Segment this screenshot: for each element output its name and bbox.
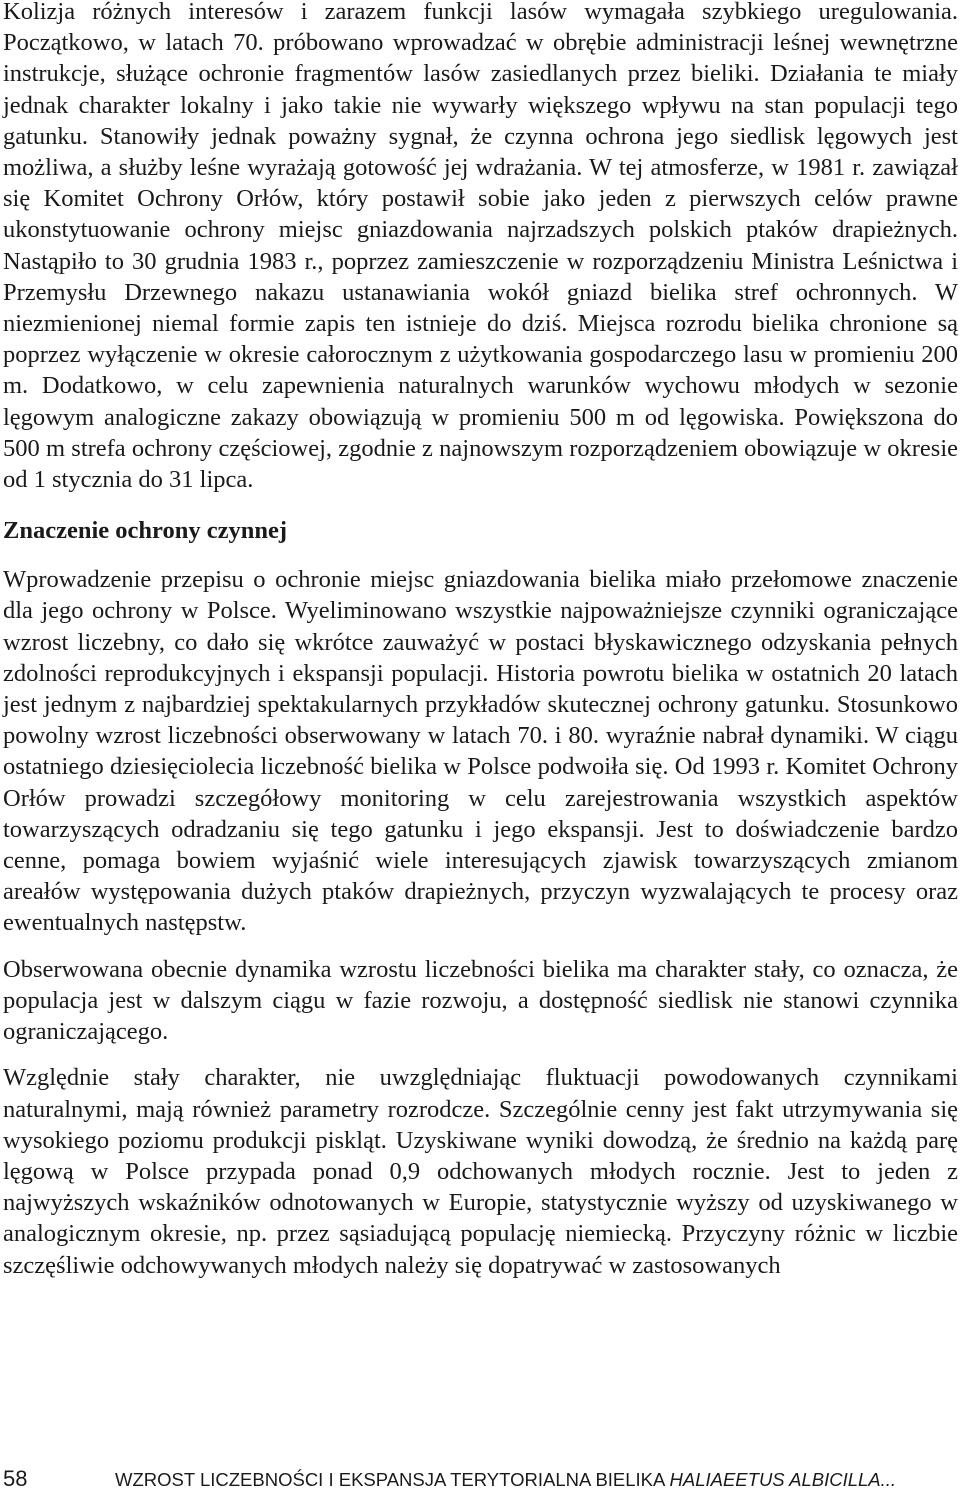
paragraph-dynamics: Obserwowana obecnie dynamika wzrostu liczebności bielika ma charakter stały, co oznacza, że populacja jest w dalszym ciągu w fazie rozwoju, a dostępność siedlisk nie stanowi czynnika ograniczającego. — [3, 955, 958, 1046]
page-number: 58 — [3, 1466, 28, 1491]
section-heading: Znaczenie ochrony czynnej — [3, 517, 287, 545]
paragraph-breeding-parameters: Względnie stały charakter, nie uwzględniając fluktuacji powodowanych czynnikami naturalnymi, mają również parametry rozrodcze. Szczególnie cenny jest fakt utrzymywania się wysokiego poziomu produkcji piskląt. Uzyskiwane wyniki dowodzą, że średnio na każdą parę lęgową w Polsce przypada ponad 0,9 odchowanych młodych rocznie. Jest to jeden z najwyższych wskaźników odnotowanych w Europie, statystycznie wyższy od uzyskiwanego w analogicznym okresie, np. przez sąsiadującą populację niemiecką. Przyczyny różnic w liczbie szczęśliwie odchowywanych młodych należy się dopatrywać w zastosowanych — [3, 1064, 958, 1279]
running-title-text: WZROST LICZEBNOŚCI I EKSPANSJA TERYTORIALNA BIELIKA — [115, 1469, 670, 1490]
page-footer — [3, 1466, 958, 1496]
paragraph-legal-protection: Kolizja różnych interesów i zarazem funkcji lasów wymagała szybkiego uregulowania. Początkowo, w latach 70. próbowano wprowadzać w obrębie administracji leśnej wewnętrzne instrukcje, służące ochronie fragmentów lasów zasiedlanych przez bieliki. Działania te miały jednak charakter lokalny i jako takie nie wywarły większego wpływu na stan populacji tego gatunku. Stanowiły jednak poważny sygnał, że czynna ochrona jego siedlisk lęgowych jest możliwa, a służby leśne wyrażają gotowość jej wdrażania. W tej atmosferze, w 1981 r. zawiązał się Komitet Ochrony Orłów, który postawił sobie jako jeden z pierwszych celów prawne ukonstytuowanie ochrony miejsc gniazdowania najrzadszych polskich ptaków drapieżnych. Nastąpiło to 30 grudnia 1983 r., poprzez zamieszczenie w rozporządzeniu Ministra Leśnictwa i Przemysłu Drzewnego nakazu ustanawiania wokół gniazd bielika stref ochronnych. W niezmienionej niemal formie zapis ten istnieje do dziś. Miejsca rozrodu bielika chronione są poprzez wyłączenie w okresie całorocznym z użytkowania gospodarczego lasu w promieniu 200 m. Dodatkowo, w celu zapewnienia naturalnych warunków wychowu młodych w sezonie lęgowym analogiczne zakazy obowiązują w promieniu 500 m od lęgowiska. Powiększona do 500 m strefa ochrony częściowej, zgodnie z najnowszym rozporządzeniem obowiązuje w okresie od 1 stycznia do 31 lipca. — [3, 0, 958, 494]
paragraph-significance: Wprowadzenie przepisu o ochronie miejsc gniazdowania bielika miało przełomowe znaczenie dla jego ochrony w Polsce. Wyeliminowano wszystkie najpoważniejsze czynniki ograniczające wzrost liczebny, co dało się wkrótce zauważyć w postaci błyskawicznego odzyskania pełnych zdolności reprodukcyjnych i ekspansji populacji. Historia powrotu bielika w ostatnich 20 latach jest jednym z najbardziej spektakularnych przykładów skutecznej ochrony gatunku. Stosunkowo powolny wzrost liczebności obserwowany w latach 70. i 80. wyraźnie nabrał dynamiki. W ciągu ostatniego dziesięciolecia liczebność bielika w Polsce podwoiła się. Od 1993 r. Komitet Ochrony Orłów prowadzi szczegółowy monitoring w celu zarejestrowania wszystkich aspektów towarzyszących odradzaniu się tego gatunku i jego ekspansji. Jest to doświadczenie bardzo cenne, pomaga bowiem wyjaśnić wiele interesujących zjawisk towarzyszących zmianom areałów występowania dużych ptaków drapieżnych, przyczyn wyzwalających te procesy oraz ewentualnych następstw. — [3, 566, 958, 937]
running-title — [115, 1469, 896, 1491]
running-title-species: HALIAEETUS ALBICILLA... — [669, 1469, 897, 1490]
